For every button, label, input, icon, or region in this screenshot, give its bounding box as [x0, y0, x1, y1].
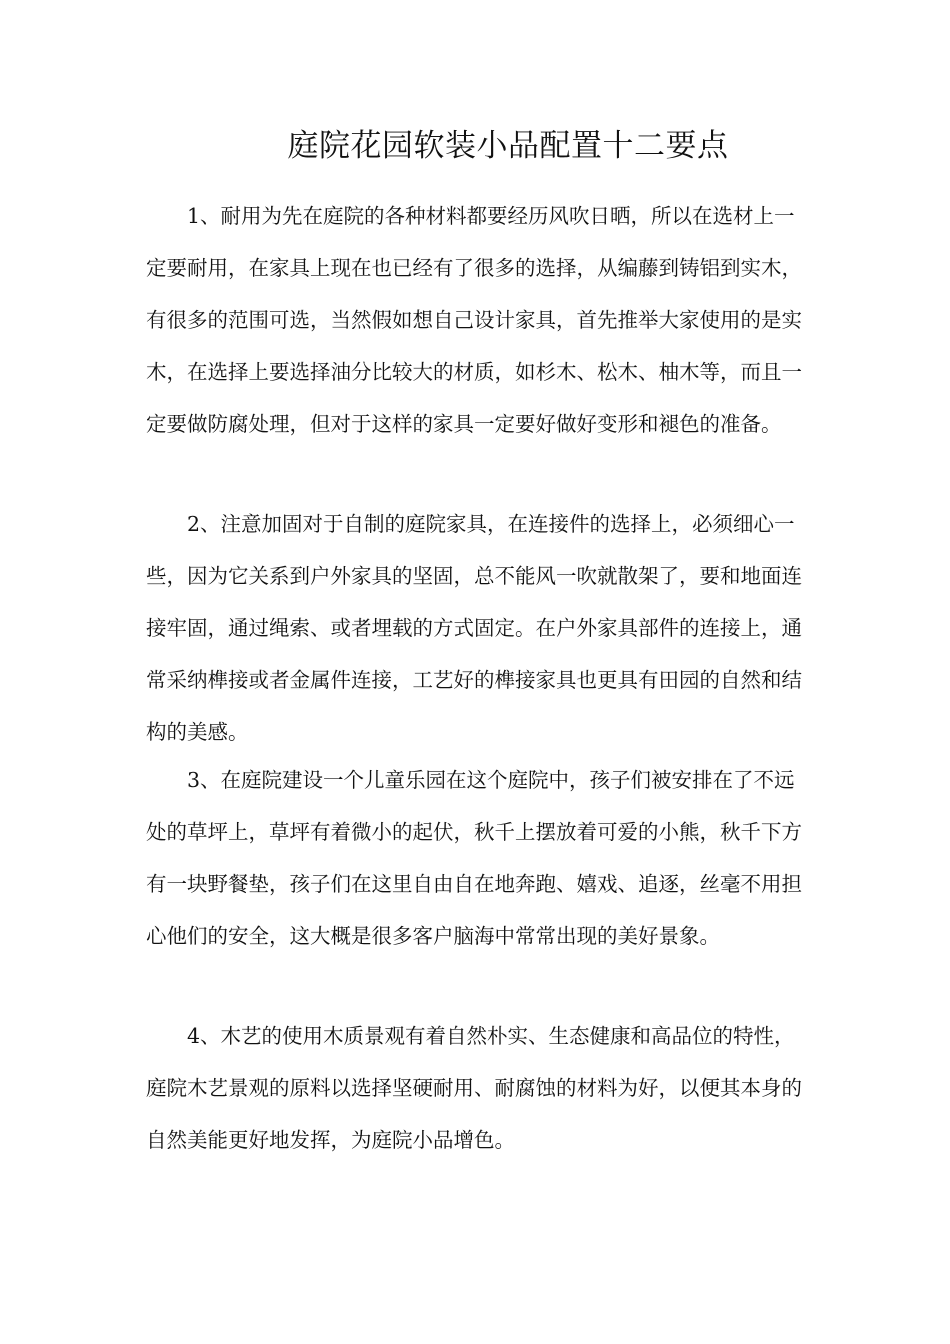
document-title: 庭院花园软装小品配置十二要点	[287, 128, 729, 164]
paragraph-1: 1、耐用为先在庭院的各种材料都要经历风吹日晒，所以在选材上一定要耐用，在家具上现在也已经有了很多的选择，从编藤到铸铝到实木，有很多的范围可选，当然假如想自己设计家具，首先推举大家使用的是实木，在选择上要选择油分比较大的材质，如杉木、松木、柚木等，而且一定要做防腐处理，但对于这样的家具一定要好做好变形和褪色的准备。	[146, 204, 802, 436]
paragraph-3: 3、在庭院建设一个儿童乐园在这个庭院中，孩子们被安排在了不远处的草坪上，草坪有着微小的起伏，秋千上摆放着可爱的小熊，秋千下方有一块野餐垫，孩子们在这里自由自在地奔跑、嬉戏、追逐，丝毫不用担心他们的安全，这大概是很多客户脑海中常常出现的美好景象。	[146, 768, 802, 948]
paragraph-2: 2、注意加固对于自制的庭院家具，在连接件的选择上，必须细心一些，因为它关系到户外家具的坚固，总不能风一吹就散架了，要和地面连接牢固，通过绳索、或者埋载的方式固定。在户外家具部件的连接上，通常采纳榫接或者金属件连接，工艺好的榫接家具也更具有田园的自然和结构的美感。	[146, 512, 802, 744]
paragraph-4: 4、木艺的使用木质景观有着自然朴实、生态健康和高品位的特性，庭院木艺景观的原料以选择坚硬耐用、耐腐蚀的材料为好，以便其本身的自然美能更好地发挥，为庭院小品增色。	[146, 1024, 802, 1152]
